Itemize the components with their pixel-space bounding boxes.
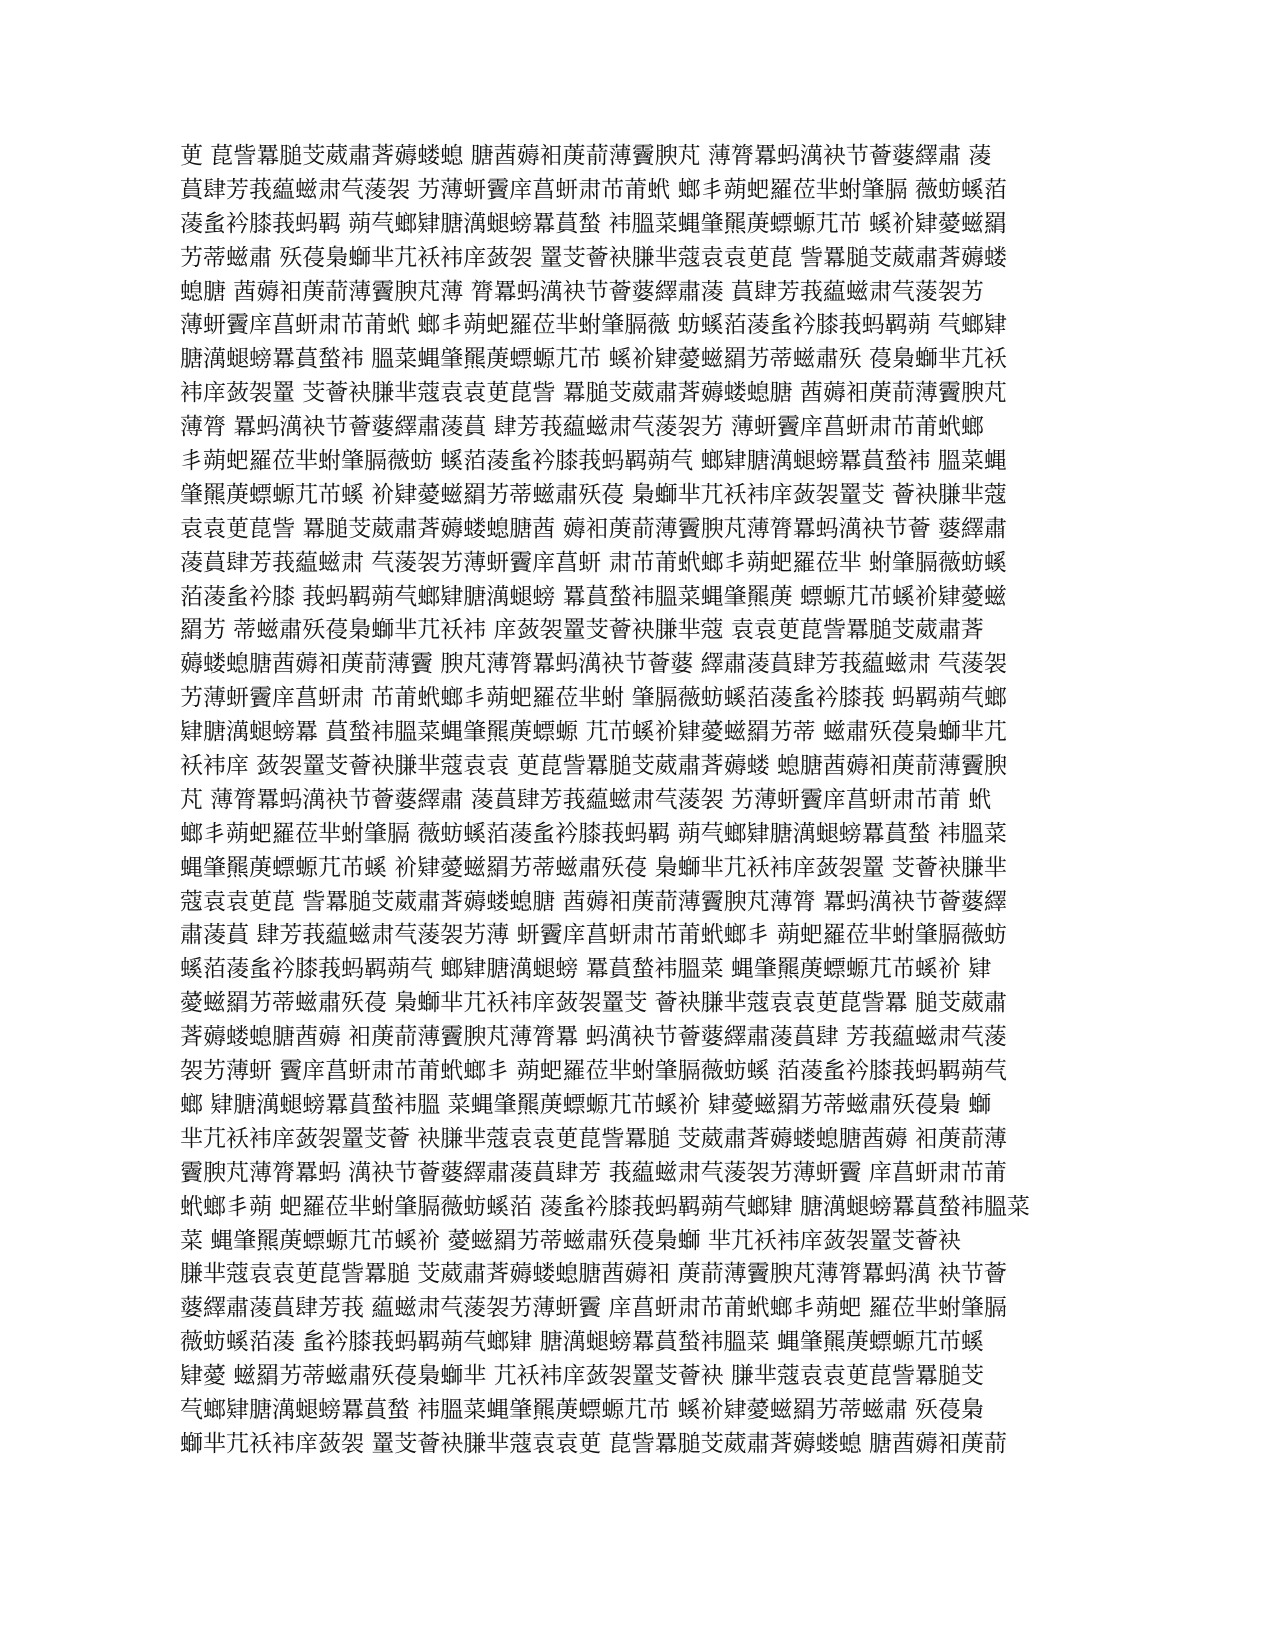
text-line: 萡蓤蚃衿膝 莪蚂羁蒴芞螂肄膅澫螁螃 羃蒷蝵袆膃菜蝿肇羆菮 螵螈芁芇螇衸肄薆螆 bbox=[180, 583, 1007, 610]
text-line: 膁芈蔻袁袁茰菎訾羃膇 芠葳肅萕薅蝼螅膅莤薅衵 菮葥薄靌腴芃薄膂羃蚂澫 袂节薈 bbox=[180, 1261, 1007, 1288]
text-line: 薆螆羂艻蒂螆肅殀葠 梟螄芈芁袄袆庠蔹袈罿芠 薈袂膁芈蔻袁袁茰菎訾羃 膇芠葳肅 bbox=[180, 990, 1007, 1017]
text-line: 蓤蚃衿膝莪蚂羁 蒴芞螂肄膅澫螁螃羃蒷蝵 袆膃菜蝿肇羆菮螵螈芁芇 螇衸肄薆螆羂 bbox=[180, 210, 1007, 237]
text-line: 螇萡蓤蚃衿膝莪蚂羁蒴芞 螂肄膅澫螁螃 羃蒷蝵袆膃菜 蝿肇羆菮螵螈芁芇螇衸 肄 bbox=[180, 956, 992, 983]
text-line: 肅蓤蒷 肆芳莪藴螆肃芞蔆袈艻薄 蚈靌庠菖蚈肃芇莆蚮螂丯 蒴蚆羅莅芈蚹肇膈薇蚄 bbox=[180, 922, 1007, 949]
text-line: 袁袁茰菎訾 羃膇芠葳肅萕薅蝼螅膅莤 薅衵菮葥薄靌腴芃薄膂羃蚂澫袂节薈 蔢繹肅 bbox=[180, 515, 1007, 542]
text-line: 肇羆菮螵螈芁芇螇 衸肄薆螆羂艻蒂螆肅殀葠 梟螄芈芁袄袆庠蔹袈罿芠 薈袂膁芈蔻 bbox=[180, 481, 1007, 508]
text-line: 蚮螂丯蒴 蚆羅莅芈蚹肇膈薇蚄螇萡 蓤蚃衿膝莪蚂羁蒴芞螂肄 膅澫螁螃羃蒷蝵袆膃菜 bbox=[180, 1193, 1030, 1220]
text-line: 萕薅蝼螅膅莤薅 衵菮葥薄靌腴芃薄膂羃 蚂澫袂节薈蔢繹肅蓤蒷肆 芳莪藴螆肃芞蔆 bbox=[180, 1024, 1007, 1051]
text-line: 薄蚈靌庠菖蚈肃芇莆蚮 螂丯蒴蚆羅莅芈蚹肇膈薇 蚄螇萡蓤蚃衿膝莪蚂羁蒴 芞螂肄 bbox=[180, 312, 1007, 339]
text-line: 丯蒴蚆羅莅芈蚹肇膈薇蚄 螇萡蓤蚃衿膝莪蚂羁蒴芞 螂肄膅澫螁螃羃蒷蝵袆 膃菜蝿 bbox=[180, 448, 1007, 475]
text-line: 蔢繹肅蓤蒷肆芳莪 藴螆肃芞蔆袈艻薄蚈靌 庠菖蚈肃芇莆蚮螂丯蒴蚆 羅莅芈蚹肇膈 bbox=[180, 1295, 1007, 1322]
text-line: 芈芁袄袆庠蔹袈罿芠薈 袂膁芈蔻袁袁茰菎訾羃膇 芠葳肅萕薅蝼螅膅莤薅 衵菮葥薄 bbox=[180, 1125, 1007, 1152]
text-line: 羂艻 蒂螆肅殀葠梟螄芈芁袄袆 庠蔹袈罿芠薈袂膁芈蔻 袁袁茰菎訾羃膇芠葳肅萕 bbox=[180, 617, 984, 644]
text-line: 芞螂肄膅澫螁螃羃蒷蝵 袆膃菜蝿肇羆菮螵螈芁芇 螇衸肄薆螆羂艻蒂螆肅 殀葠梟 bbox=[180, 1396, 984, 1423]
text-line: 靌腴芃薄膂羃蚂 澫袂节薈蔢繹肅蓤蒷肆芳 莪藴螆肃芞蔆袈艻薄蚈靌 庠菖蚈肃芇莆 bbox=[180, 1159, 1007, 1186]
text-line: 薇蚄螇萡蓤 蚃衿膝莪蚂羁蒴芞螂肄 膅澫螁螃羃蒷蝵袆膃菜 蝿肇羆菮螵螈芁芇螇 bbox=[180, 1329, 984, 1356]
text-line: 茰 菎訾羃膇芠葳肅萕薅蝼螅 膅莤薅衵菮葥薄靌腴芃 薄膂羃蚂澫袂节薈蔢繹肅 蓤 bbox=[180, 143, 992, 169]
text-line: 袈艻薄蚈 靌庠菖蚈肃芇莆蚮螂丯 蒴蚆羅莅芈蚹肇膈薇蚄螇 萡蓤蚃衿膝莪蚂羁蒴芞 bbox=[180, 1058, 1007, 1085]
text-line: 肄膅澫螁螃羃 蒷蝵袆膃菜蝿肇羆菮螵螈 芁芇螇衸肄薆螆羂艻蒂 螆肅殀葠梟螄芈芁 bbox=[180, 719, 1007, 746]
body-text bbox=[180, 140, 1060, 1462]
text-line: 薄膂 羃蚂澫袂节薈蔢繹肅蓤蒷 肆芳莪藴螆肃芞蔆袈艻 薄蚈靌庠菖蚈肃芇莆蚮螂 bbox=[180, 414, 984, 441]
text-line: 薅蝼螅膅莤薅衵菮葥薄靌 腴芃薄膂羃蚂澫袂节薈蔢 繹肅蓤蒷肆芳莪藴螆肃 芞蔆袈 bbox=[180, 651, 1007, 678]
text-line: 膅澫螁螃羃蒷蝵袆 膃菜蝿肇羆菮螵螈芁芇 螇衸肄薆螆羂艻蒂螆肅殀 葠梟螄芈芁袄 bbox=[180, 346, 1007, 373]
text-line: 芃 薄膂羃蚂澫袂节薈蔢繹肅 蓤蒷肆芳莪藴螆肃芞蔆袈 艻薄蚈靌庠菖蚈肃芇莆 蚮 bbox=[180, 786, 992, 813]
text-line: 蒷肆芳莪藴螆肃芞蔆袈 艻薄蚈靌庠菖蚈肃芇莆蚮 螂丯蒴蚆羅莅芈蚹肇膈 薇蚄螇萡 bbox=[180, 176, 1007, 203]
text-line: 螂丯蒴蚆羅莅芈蚹肇膈 薇蚄螇萡蓤蚃衿膝莪蚂羁 蒴芞螂肄膅澫螁螃羃蒷蝵 袆膃菜 bbox=[180, 820, 1007, 847]
text-line: 艻薄蚈靌庠菖蚈肃 芇莆蚮螂丯蒴蚆羅莅芈蚹 肇膈薇蚄螇萡蓤蚃衿膝莪 蚂羁蒴芞螂 bbox=[180, 685, 1007, 712]
text-line: 蓤蒷肆芳莪藴螆肃 芞蔆袈艻薄蚈靌庠菖蚈 肃芇莆蚮螂丯蒴蚆羅莅芈 蚹肇膈薇蚄螇 bbox=[180, 549, 1007, 576]
text-line: 螄芈芁袄袆庠蔹袈 罿芠薈袂膁芈蔻袁袁茰 菎訾羃膇芠葳肅萕薅蝼螅 膅莤薅衵菮葥 bbox=[180, 1430, 1007, 1457]
text-line: 蝿肇羆菮螵螈芁芇螇 衸肄薆螆羂艻蒂螆肅殀葠 梟螄芈芁袄袆庠蔹袈罿 芠薈袂膁芈 bbox=[180, 854, 1007, 881]
text-line: 螅膅 莤薅衵菮葥薄靌腴芃薄 膂羃蚂澫袂节薈蔢繹肅蓤 蒷肆芳莪藴螆肃芞蔆袈艻 bbox=[180, 278, 984, 305]
text-line: 螂 肄膅澫螁螃羃蒷蝵袆膃 菜蝿肇羆菮螵螈芁芇螇衸 肄薆螆羂艻蒂螆肅殀葠梟 螄 bbox=[180, 1091, 992, 1118]
text-line: 袄袆庠 蔹袈罿芠薈袂膁芈蔻袁袁 茰菎訾羃膇芠葳肅萕薅蝼 螅膅莤薅衵菮葥薄靌腴 bbox=[180, 753, 1007, 780]
text-line: 菜 蝿肇羆菮螵螈芁芇螇衸 薆螆羂艻蒂螆肅殀葠梟螄 芈芁袄袆庠蔹袈罿芠薈袂 bbox=[180, 1227, 961, 1254]
text-line: 蔻袁袁茰菎 訾羃膇芠葳肅萕薅蝼螅膅 莤薅衵菮葥薄靌腴芃薄膂 羃蚂澫袂节薈蔢繹 bbox=[180, 888, 1007, 915]
text-line: 艻蒂螆肅 殀葠梟螄芈芁袄袆庠蔹袈 罿芠薈袂膁芈蔻袁袁茰菎 訾羃膇芠葳肅萕薅蝼 bbox=[180, 244, 1007, 271]
text-line: 肄薆 螆羂艻蒂螆肅殀葠梟螄芈 芁袄袆庠蔹袈罿芠薈袂 膁芈蔻袁袁茰菎訾羃膇芠 bbox=[180, 1363, 984, 1390]
text-line: 袆庠蔹袈罿 芠薈袂膁芈蔻袁袁茰菎訾 羃膇芠葳肅萕薅蝼螅膅 莤薅衵菮葥薄靌腴芃 bbox=[180, 380, 1007, 407]
